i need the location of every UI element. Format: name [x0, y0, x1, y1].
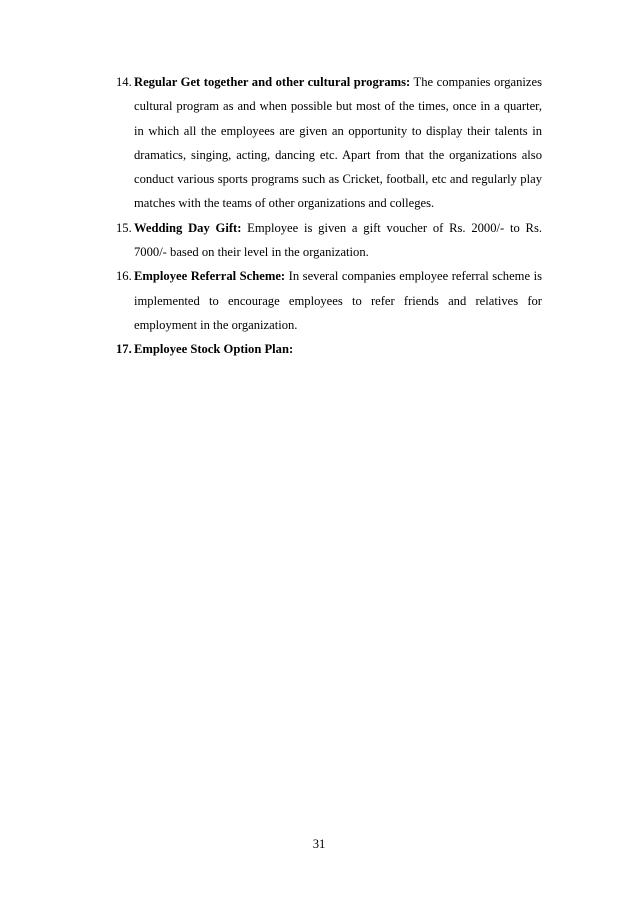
item-heading: Regular Get together and other cultural programs: [134, 75, 411, 89]
item-number: 17. [116, 342, 132, 357]
item-number: 14. [116, 75, 132, 89]
list-item [116, 337, 542, 361]
list-item [116, 216, 542, 265]
item-heading: Employee Referral Scheme: [134, 269, 286, 284]
item-heading: Employee Stock Option Plan: [134, 342, 294, 357]
list-item [116, 70, 542, 216]
benefits-list [116, 70, 542, 362]
list-item [116, 264, 542, 337]
item-number: 16. [116, 269, 132, 284]
item-text: In several companies employee referral scheme is implemented to encourage employees to refer friends and relatives for employment in the organization. [134, 269, 542, 332]
page-number: 31 [312, 837, 326, 851]
item-text: The companies organizes cultural program as and when possible but most of the times, once in a quarter, in which all the employees are given an opportunity to display their talents in dramatics, singing, acting, dancing etc. Apart from that the organizations also conduct various sports programs such as Cricket, football, etc and regularly play matches with the teams of other organizations and colleges. [134, 75, 543, 211]
item-text: Employee is given a gift voucher of Rs. 2000/- to Rs. 7000/- based on their level in the organization. [134, 220, 542, 260]
item-heading: Wedding Day Gift: [134, 220, 242, 235]
item-number: 15. [116, 220, 132, 235]
